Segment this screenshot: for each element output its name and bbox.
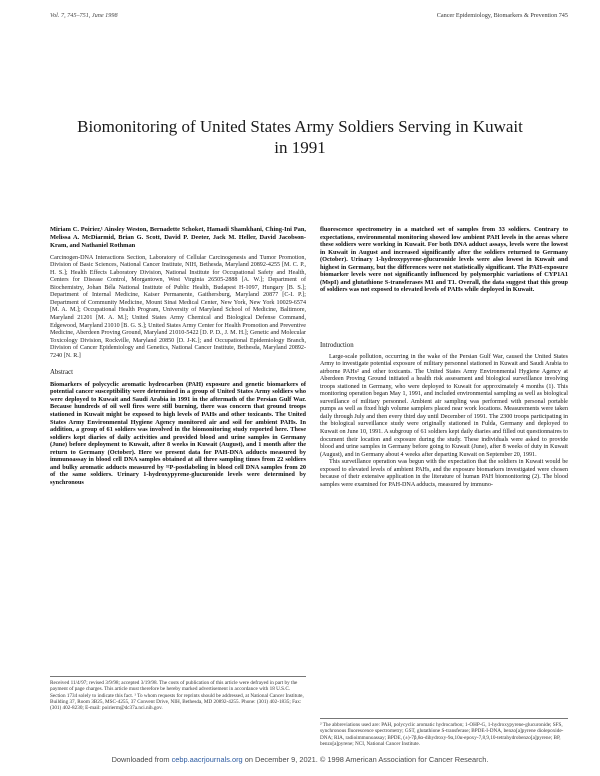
footer-link[interactable]: cebp.aacrjournals.org (171, 755, 243, 764)
article-title: Biomonitoring of United States Army Soldiers Serving in Kuwait in 1991 (77, 117, 523, 157)
download-footer (0, 755, 600, 764)
running-head-left: Vol. 7, 745–751, June 1998 (50, 12, 118, 19)
affiliations: Carcinogen-DNA Interactions Section, Laboratory of Cellular Carcinogenesis and Tumor Promotion, Division of Basic Sciences, National Cancer Institute, NIH, Bethesda, Maryland 20892-4255 [M. C. P., H. S.]; Health Effects Laboratory Division, National Institute for Occupational Safety and Health, Centers for Disease Control, Morgantown, West Virginia 26505-2888 [A. W.]; Department of Biochemistry, Johan Béla National Institute of Public Health, Budapest H-1097, Hungary [B. S.]; Department of Internal Medicine, Kaiser Permanente, Gaithersburg, Maryland 20877 [C-I. P.]; Department of Community Medicine, Mount Sinai Medical Center, New York, New York 10029-6574 [M. A. M.]; Occupational Health Program, University of Maryland School of Medicine, Baltimore, Maryland 21201 [M. A. M.]; United States Army Chemical and Biological Defense Command, Edgewood, Maryland 21010 [B. G. S.]; United States Army Center for Health Promotion and Preventive Medicine, Aberdeen Proving Ground, Maryland 21010-5422 [D. P. D., J. M. H.]; Genetic and Molecular Toxicology Division, Rockville, Maryland 20850 [D. J-K.]; and Occupational Epidemiology Branch, Division of Cancer Epidemiology and Genetics, National Cancer Institute, Bethesda, Maryland 20892-7240 [N. R.] (50, 254, 306, 359)
running-head-right: Cancer Epidemiology, Biomarkers & Prevention 745 (436, 12, 568, 19)
footnote-right: ² The abbreviations used are: PAH, polycyclic aromatic hydrocarbon; 1-OHP-G, 1-hydroxypyrene-glucuronide; SFS, synchronous fluorescence spectrometry; GST, glutathione S-transferase; BPDE-I-DNA, benzo[a]pyrene diolepoxide-DNA; RIA, radioimmunoassay; BPDE, (±)-7β,8α-dihydroxy-9α,10α-epoxy-7,8,9,10-tetrahydrobenzo[a]pyrene; BP, benzo[a]pyrene; NCI, National Cancer Institute. (320, 718, 568, 747)
abstract-text: Biomarkers of polycyclic aromatic hydrocarbon (PAH) exposure and genetic biomarkers of potential cancer susceptibility were determined in a group of United States Army soldiers who were deployed to Kuwait and Saudi Arabia in 1991 in the aftermath of the Persian Gulf War. Because hundreds of oil well fires were still burning, there was concern that ground troops stationed in Kuwait might be exposed to high levels of PAHs and other toxicants. The United States Army Environmental Hygiene Agency monitored air and soil for ambient PAHs. In addition, a group of 61 soldiers was involved in the biomonitoring study reported here. These soldiers kept diaries of daily activities and provided blood and urine samples in Germany (June) before deployment to Kuwait, after 8 weeks in Kuwait (August), and 1 month after the return to Germany (October). Here we present data for PAH-DNA adducts measured by immunoassay in blood cell DNA samples obtained at all three sampling times from 22 soldiers and bulky aromatic adducts measured by ³²P-postlabeling in blood cell DNA samples from 20 of the same soldiers. Urinary 1-hydroxypyrene-glucuronide levels were determined by synchronous (50, 380, 306, 486)
abstract-heading: Abstract (50, 369, 74, 377)
introduction-paragraph-2: This surveillance operation was begun with the expectation that the soldiers in Kuwait would be exposed to elevated levels of ambient PAHs, and the exposure biomarkers investigated were chosen because of their extensive application in the literature of human PAH biomonitoring (2). The blood samples were examined for PAH-DNA adducts, measured by immuno- (320, 459, 568, 488)
abstract-continued: fluorescence spectrometry in a matched set of samples from 33 soldiers. Contrary to expectations, environmental monitoring showed low ambient PAH levels in the areas where these soldiers were working in Kuwait. For both DNA adduct assays, levels were the lowest in Kuwait in August and increased significantly after the soldiers returned to Germany (October). Urinary 1-hydroxypyrene-glucuronide levels were also lowest in Kuwait and highest in Germany, but the differences were not statistically significant. The PAH-exposure biomarker levels were not significantly influenced by polymorphic variations of CYP1A1 (MspI) and glutathione S-transferases M1 and T1. Overall, the data suggest that this group of soldiers was not exposed to elevated levels of PAHs while deployed in Kuwait. (320, 226, 568, 294)
footnote-left: Received 11/4/97; revised 3/9/98; accepted 3/19/98. The costs of publication of this article were defrayed in part by the payment of page charges. This article must therefore be hereby marked advertisement in accordance with 18 U.S.C. Section 1734 solely to indicate this fact. ¹ To whom requests for reprints should be addressed, at National Cancer Institute, Building 37, Room 3B25, MSC-4255, 37 Convent Drive, NIH, Bethesda, MD 20892-4255. Phone: (301) 402-1835; Fax: (301) 402-8230; E-mail: poirierm@dc37a.nci.nih.gov. (50, 676, 306, 711)
introduction-heading: Introduction (320, 342, 354, 349)
author-list: Miriam C. Poirier,¹ Ainsley Weston, Bernadette Schoket, Hamadi Shamkhani, Ching-Ini Pan, Melissa A. McDiarmid, Brian G. Scott, David P. Deeter, Jack M. Heller, David Jacobson-Kram, and Nathaniel Rothman (50, 226, 306, 250)
footer-suffix: on December 9, 2021. © 1998 American Association for Cancer Research. (244, 755, 489, 764)
left-column (50, 226, 306, 486)
right-column-abstract (320, 226, 568, 294)
right-column-introduction (320, 342, 568, 489)
introduction-paragraph-1: Large-scale pollution, occurring in the wake of the Persian Gulf War, caused the United States Army to investigate potential exposure of military personnel stationed in Kuwait and Saudi Arabia to airborne PAHs² and other toxicants. The United States Army Environmental Hygiene Agency at Aberdeen Proving Ground initiated a health risk assessment and biological surveillance involving troops stationed in Germany, who were deployed to Kuwait for approximately 4 months (1). This monitoring operation began May 1, 1991, and included environmental sampling as well as biological surveillance of military personnel. Ambient air sampling was performed with personal portable pumps as well as fixed high volume samplers placed near work locations. Measurements were taken daily through July and then every third day until December of 1991. The 2300 troops participating in the biological surveillance study were originally stationed in Fulda, Germany and deployed to Kuwait on June 10, 1991. A subgroup of 61 soldiers kept daily diaries and filled out questionnaires to document their location and exposure during the study. These individuals were asked to provide blood and urine samples in Germany before going to Kuwait (June), after 8 weeks of duty in Kuwait (August), and in Germany about 4 weeks after departing Kuwait on September 20, 1991. (320, 353, 568, 458)
footer-prefix: Downloaded from (111, 755, 170, 764)
